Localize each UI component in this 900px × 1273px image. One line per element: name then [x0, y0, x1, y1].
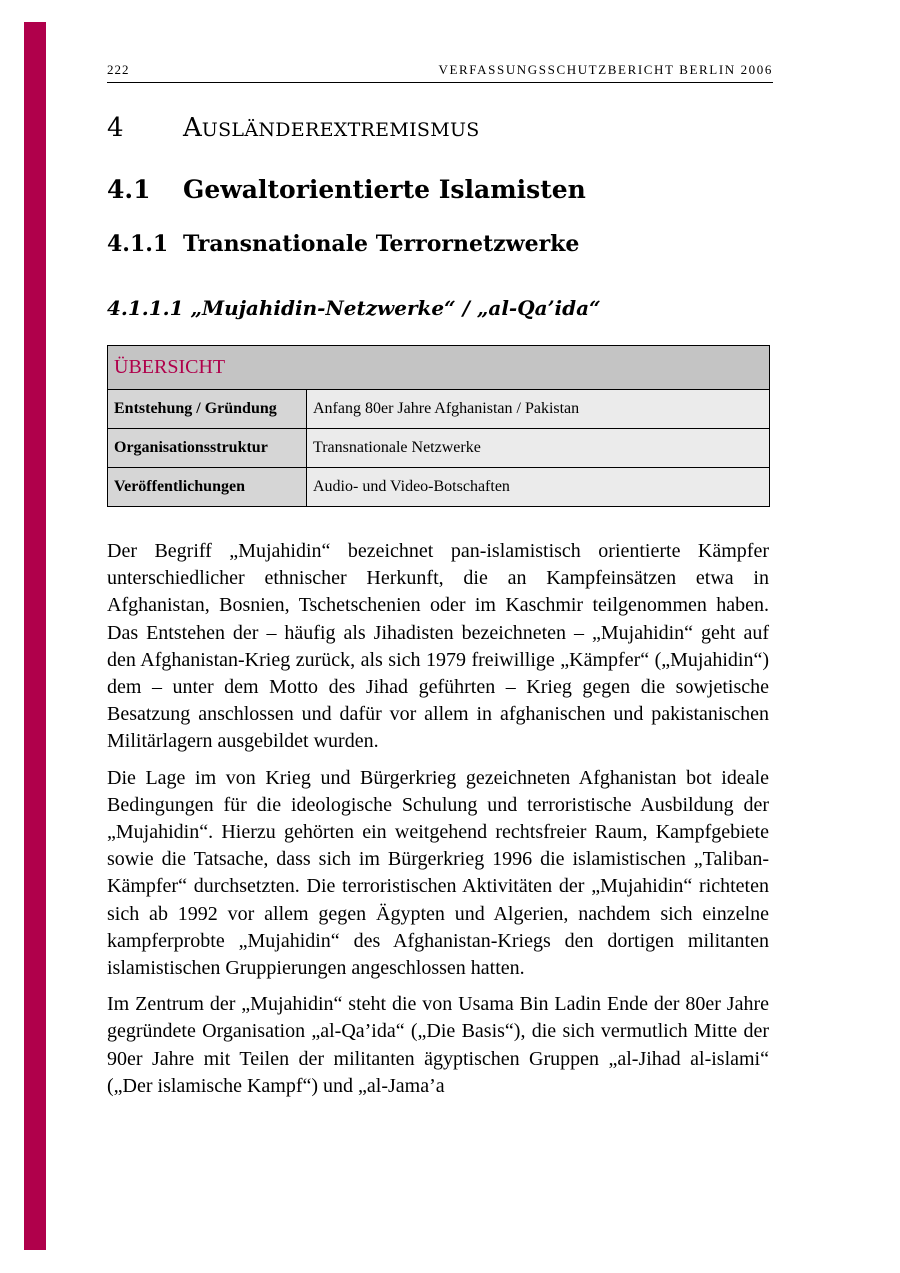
table-row [108, 390, 770, 429]
section-number: 4.1 [107, 175, 151, 204]
table-row [108, 429, 770, 468]
paragraph: Im Zentrum der „Mujahidin“ steht die von Usama Bin Ladin Ende der 80er Jahre gegründete Organisation „al-Qa’ida“ („Die Basis“), die sich vermutlich Mitte der 90er Jahre mit Teilen der militanten ägyptischen Gruppen „al-Jihad al-islami“ („Der islamische Kampf“) und „al-Jama’a [107, 993, 769, 1097]
section-title: Gewaltorientierte Islamisten [183, 175, 586, 204]
running-title: VERFASSUNGSSCHUTZBERICHT BERLIN 2006 [438, 62, 773, 77]
running-header [107, 62, 773, 83]
row-value: Audio- und Video-Botschaften [307, 468, 770, 507]
subsection-title: Transnationale Terrornetzwerke [183, 231, 580, 257]
subsubsection-heading: 4.1.1.1 „Mujahidin-Netzwerke“ / „al-Qa’ida“ [107, 296, 601, 320]
row-label: Entstehung / Gründung [108, 390, 307, 429]
page-number: 222 [107, 62, 130, 77]
overview-title: ÜBERSICHT [108, 346, 770, 390]
row-value: Transnationale Netzwerke [307, 429, 770, 468]
table-row [108, 468, 770, 507]
paragraph: Der Begriff „Mujahidin“ bezeichnet pan-islamistisch orientierte Kämpfer unterschiedlicher ethnischer Herkunft, die an Kampfeinsätzen etwa in Afghanistan, Bosnien, Tschetschenien oder im Kaschmir teilgenommen haben. Das Entstehen der – häufig als Jihadisten bezeichneten – „Mujahidin“ geht auf den Afghanistan-Krieg zurück, als sich 1979 freiwillige „Kämpfer“ („Mujahidin“) dem – unter dem Motto des Jihad geführten – Krieg gegen die sowjetische Besatzung anschlossen und dafür vor allem in afghanischen und pakistanischen Militärlagern ausgebildet wurden. [107, 540, 769, 753]
overview-table [107, 345, 770, 507]
row-label: Veröffentlichungen [108, 468, 307, 507]
margin-color-bar [24, 22, 46, 1250]
chapter-title: AUSLÄNDEREXTREMISMUS [183, 113, 480, 143]
row-label: Organisationsstruktur [108, 429, 307, 468]
subsection-number: 4.1.1 [107, 231, 169, 257]
paragraph: Die Lage im von Krieg und Bürgerkrieg gezeichneten Afghanistan bot ideale Bedingungen für die ideologische Schulung und terroristische Ausbildung der „Mujahidin“. Hierzu gehörten ein weitgehend rechtsfreier Raum, Kampfgebiete sowie die Tatsache, dass sich im Bürgerkrieg 1996 die islamistischen „Taliban-Kämpfer“ durchsetzten. Die terroristischen Aktivitäten der „Mujahidin“ richteten sich ab 1992 vor allem gegen Ägypten und Algerien, nachdem sich einzelne kampferprobte „Mujahidin“ des Afghanistan-Kriegs den dortigen militanten islamistischen Gruppierungen angeschlossen hatten. [107, 766, 769, 980]
chapter-number: 4 [107, 113, 124, 143]
body-text [107, 538, 769, 1109]
row-value: Anfang 80er Jahre Afghanistan / Pakistan [307, 390, 770, 429]
